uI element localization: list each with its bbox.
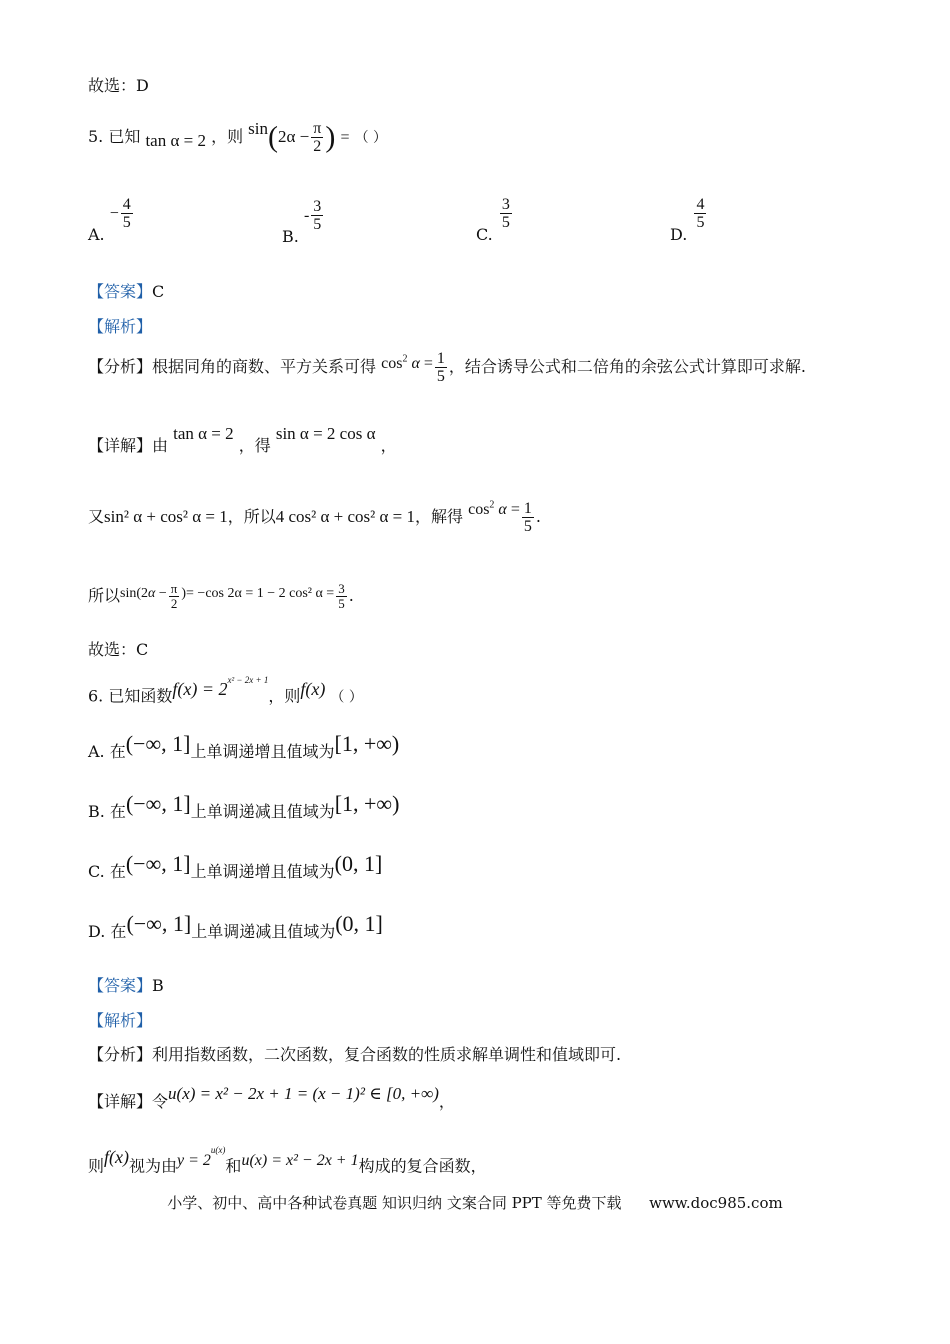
q6-option-a: A. 在(−∞, 1]上单调递增且值域为[1, +∞) — [88, 731, 400, 761]
q6-exponent: x² − 2x + 1 — [227, 675, 269, 685]
footer-text: 小学、初中、高中各种试卷真题 知识归纳 文案合同 PPT 等免费下载 — [167, 1194, 622, 1212]
q6-answer: 【答案】B — [88, 976, 164, 995]
q5-number: 5. 已知 — [88, 127, 141, 146]
q5-expr-sin: sin — [248, 119, 269, 138]
q5-blank: （ ） — [354, 130, 388, 146]
q5-sin-shift: sin(2α − — [120, 586, 167, 601]
q5-option-d: D. $\frac{4}{5}$ — [670, 196, 705, 244]
q6-option-d: D. 在(−∞, 1]上单调递减且值域为(0, 1] — [88, 911, 383, 941]
q5-cos-result: $\cos^2 \alpha$ = — [468, 499, 520, 518]
q5-identity: sin² α + cos² α = 1 — [104, 507, 228, 526]
q6-blank: （ ） — [330, 689, 363, 706]
footer-site[interactable]: www.doc985.com — [649, 1194, 783, 1212]
q5-option-a: A. − $\frac{4}{5}$ — [88, 196, 131, 244]
q5-condition: tan α = 2 — [145, 131, 206, 150]
q5-cos-frac: $\frac{1}{5}$ — [523, 500, 532, 535]
q5-tan-eq: tan α = 2 — [173, 424, 234, 443]
q6-detail-2: 则f(x)视为由$y = 2^{u(x)}$和u(x) = x² − 2x + 1构成的复合函数， — [88, 1145, 487, 1176]
q6-function: f(x) = 2 — [172, 679, 228, 700]
q5-expr-inner: 2α − — [278, 127, 310, 146]
q4-final: 故选：D — [88, 76, 149, 95]
q6-option-c: C. 在(−∞, 1]上单调递增且值域为(0, 1] — [88, 851, 383, 881]
q5-final-frac: $\frac{3}{5}$ — [338, 581, 345, 611]
q5-pi-over-2: $\frac{\pi}{2}$ — [313, 120, 322, 155]
q5-equals: = — [340, 129, 350, 146]
q6-fx: f(x) — [300, 679, 326, 700]
q5-equation: 4 cos² α + cos² α = 1 — [275, 507, 415, 526]
q5-option-b: B. - $\frac{3}{5}$ — [282, 198, 322, 246]
q5-analysis-tag: 【解析】 — [88, 317, 153, 336]
q5-lparen: ( — [268, 120, 279, 154]
q5-stem — [88, 120, 387, 155]
q6-fenxi: 【分析】利用指数函数，二次函数，复合函数的性质求解单调性和值域即可. — [88, 1045, 622, 1064]
q5-detail-3: 所以sin(2α − $\frac{\pi}{2}$ )= −cos 2α = 1 − 2 cos² α = $\frac{3}{5}$ . — [88, 581, 354, 611]
q5-chain: = −cos 2α = 1 − 2 cos² α = — [186, 586, 335, 601]
q5-fenxi-frac: $\frac{1}{5}$ — [436, 350, 445, 385]
q6-detail-1: 【详解】令u(x) = x² − 2x + 1 = (x − 1)² ∈ [0, +∞)， — [88, 1084, 455, 1111]
q6-outer: y = 2 — [177, 1152, 211, 1170]
q5-option-c: C. $\frac{3}{5}$ — [476, 196, 510, 244]
q5-then: ，则 — [211, 127, 244, 146]
q5-detail-2: 又sin² α + cos² α = 1，所以4 cos² α + cos² α = 1，解得 $\cos^2 \alpha$ = $\frac{1}{5}$ . — [88, 499, 541, 535]
q5-final: 故选：C — [88, 640, 149, 659]
q6-u-def: u(x) = x² − 2x + 1 = (x − 1)² ∈ [0, +∞) — [168, 1084, 439, 1103]
q6-fx-2: f(x) — [104, 1147, 129, 1168]
q6-stem: 6. 已知函数$f(x) = 2^{x^2 - 2x + 1}$，则f(x) （ ） — [88, 675, 363, 706]
q6-inner: u(x) = x² − 2x + 1 — [241, 1152, 359, 1170]
q5-sin-eq: sin α = 2 cos α — [275, 424, 376, 443]
q6-analysis-tag: 【解析】 — [88, 1011, 153, 1030]
page-footer — [0, 1192, 950, 1213]
q6-option-b: B. 在(−∞, 1]上单调递减且值域为[1, +∞) — [88, 791, 400, 821]
q5-answer: 【答案】C — [88, 282, 165, 301]
q5-fenxi-math: $\cos^2 \alpha$ = — [381, 353, 433, 372]
q5-detail-1: 【详解】由 tan α = 2 ，得 sin α = 2 cos α ， — [88, 424, 397, 455]
q5-fenxi: 【分析】根据同角的商数、平方关系可得 $\cos^2 \alpha$ = $\frac{1}{5}$ ，结合诱导公式和二倍角的余弦公式计算即可求解. — [88, 350, 806, 385]
q5-rparen: ) — [325, 120, 336, 154]
q6-outer-exp: u(x) — [210, 1145, 226, 1155]
